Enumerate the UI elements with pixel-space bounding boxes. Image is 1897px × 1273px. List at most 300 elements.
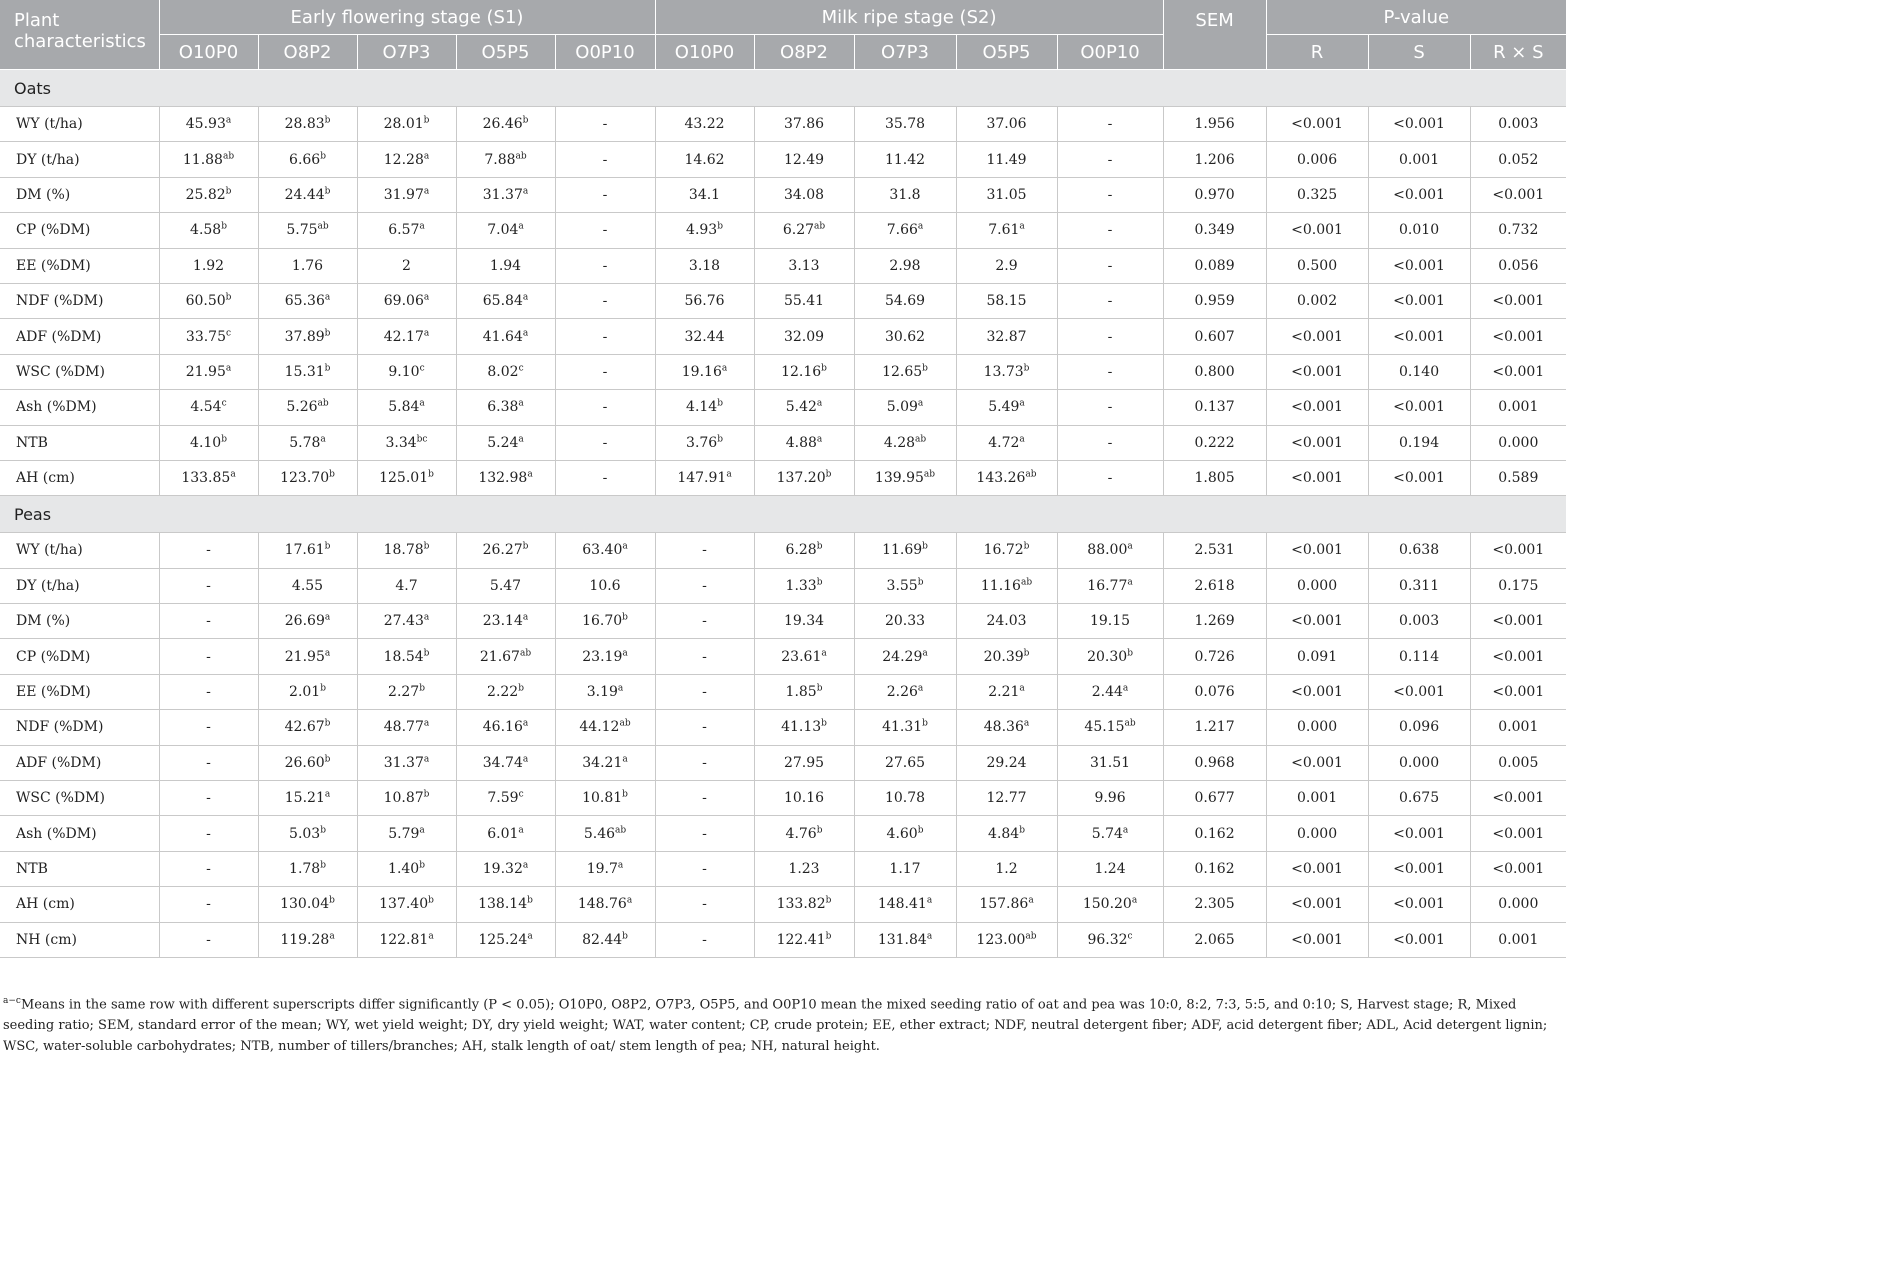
cell-pvalue: <0.001 — [1368, 319, 1470, 354]
cell-s2 — [655, 816, 754, 851]
cell-pvalue: <0.001 — [1368, 390, 1470, 425]
table-row — [0, 107, 1566, 142]
significance-superscript: b — [717, 434, 723, 445]
cell-value: 31.97 — [383, 186, 424, 203]
significance-superscript: b — [423, 648, 430, 658]
cell-value: 3.55 — [886, 577, 918, 594]
cell-value: 5.46 — [583, 825, 616, 842]
cell-value: 12.49 — [783, 151, 825, 168]
significance-superscript: a — [518, 398, 524, 409]
cell-value: 1.33 — [785, 577, 817, 594]
significance-superscript: b — [816, 541, 823, 552]
cell-pvalue: 0.732 — [1470, 213, 1566, 248]
cell-s2 — [754, 390, 854, 425]
cell-s2 — [754, 851, 854, 886]
cell-sem: 0.959 — [1163, 283, 1266, 318]
significance-superscript: b — [324, 363, 331, 374]
cell-s1 — [159, 283, 258, 318]
cell-s2 — [655, 604, 754, 639]
cell-s2 — [956, 177, 1057, 212]
cell-pvalue: <0.001 — [1470, 781, 1566, 816]
cell-pvalue: <0.001 — [1368, 887, 1470, 922]
cell-value: 11.16 — [980, 577, 1021, 594]
table-row — [0, 816, 1566, 851]
cell-s1 — [357, 283, 456, 318]
significance-superscript: b — [1019, 824, 1025, 835]
significance-superscript: b — [622, 789, 628, 800]
cell-value: 19.32 — [482, 861, 523, 877]
cell-s1 — [258, 887, 357, 922]
significance-superscript: b — [1127, 648, 1133, 658]
significance-superscript: a — [926, 895, 933, 906]
section-label: Oats — [0, 70, 1566, 107]
significance-superscript: ab — [1025, 931, 1037, 942]
significance-superscript: ab — [515, 150, 527, 161]
cell-s1 — [357, 248, 456, 283]
cell-value: 19.7 — [586, 861, 618, 877]
cell-pvalue: <0.001 — [1266, 674, 1368, 709]
cell-sem: 0.349 — [1163, 213, 1266, 248]
significance-superscript: b — [522, 115, 529, 126]
header-s2-ratio: O10P0 — [655, 35, 754, 70]
cell-s2 — [956, 816, 1057, 851]
cell-value: 32.09 — [783, 328, 825, 345]
cell-value: - — [602, 151, 608, 168]
header-s2-ratio: O7P3 — [854, 35, 956, 70]
cell-s1 — [555, 213, 655, 248]
header-pvalue-rxs: R × S — [1470, 35, 1566, 70]
cell-s2 — [655, 354, 754, 389]
cell-s2 — [1057, 142, 1163, 177]
significance-superscript: b — [527, 895, 533, 906]
cell-value: 5.75 — [286, 222, 318, 239]
cell-s2 — [1057, 533, 1163, 568]
cell-s1 — [456, 674, 555, 709]
row-label: WSC (%DM) — [0, 354, 159, 389]
cell-value: 54.69 — [884, 293, 926, 310]
row-label: DM (%) — [0, 604, 159, 639]
cell-value: 4.58 — [190, 222, 222, 239]
cell-s1 — [555, 390, 655, 425]
cell-value: 17.61 — [284, 542, 325, 559]
significance-superscript: a — [917, 398, 924, 409]
cell-value: 34.08 — [783, 186, 825, 203]
cell-pvalue: <0.001 — [1368, 922, 1470, 957]
table-header — [0, 0, 1566, 70]
section-row — [0, 70, 1566, 107]
cell-s1 — [159, 887, 258, 922]
cell-value: 9.96 — [1094, 790, 1126, 807]
cell-pvalue: <0.001 — [1368, 851, 1470, 886]
cell-s1 — [357, 851, 456, 886]
significance-superscript: a — [428, 931, 434, 942]
cell-value: 2.27 — [388, 684, 420, 701]
cell-s2 — [1057, 425, 1163, 460]
cell-s2 — [655, 533, 754, 568]
significance-superscript: b — [821, 363, 827, 374]
significance-superscript: a — [1127, 577, 1133, 588]
significance-superscript: c — [419, 363, 425, 374]
cell-value: 125.24 — [478, 931, 528, 948]
cell-s1 — [456, 213, 555, 248]
significance-superscript: b — [816, 824, 823, 835]
cell-pvalue: 0.194 — [1368, 425, 1470, 460]
cell-pvalue: <0.001 — [1266, 745, 1368, 780]
cell-s2 — [1057, 604, 1163, 639]
cell-value: - — [1107, 470, 1113, 487]
significance-superscript: a — [726, 469, 732, 480]
cell-pvalue: 0.000 — [1368, 745, 1470, 780]
cell-value: 10.87 — [383, 790, 424, 807]
cell-value: 2.44 — [1091, 684, 1123, 701]
table-row — [0, 781, 1566, 816]
significance-superscript: a — [423, 327, 430, 338]
significance-superscript: b — [816, 683, 823, 694]
cell-pvalue: <0.001 — [1368, 674, 1470, 709]
header-sem: SEM — [1163, 0, 1266, 70]
cell-pvalue: <0.001 — [1470, 674, 1566, 709]
cell-value: - — [702, 613, 707, 630]
cell-pvalue: 0.000 — [1470, 887, 1566, 922]
cell-value: - — [206, 684, 211, 701]
cell-s2 — [655, 248, 754, 283]
cell-value: 2.01 — [289, 684, 321, 701]
cell-s1 — [456, 745, 555, 780]
footnote-superscript: a−c — [3, 996, 21, 1006]
cell-s2 — [655, 851, 754, 886]
header-s2-ratio: O8P2 — [754, 35, 854, 70]
significance-superscript: b — [428, 895, 434, 906]
row-label: ADF (%DM) — [0, 745, 159, 780]
significance-superscript: ab — [317, 221, 329, 232]
table-row — [0, 354, 1566, 389]
significance-superscript: a — [324, 789, 331, 800]
cell-value: 5.47 — [489, 577, 522, 594]
cell-s2 — [956, 604, 1057, 639]
significance-superscript: b — [423, 115, 430, 126]
cell-s1 — [456, 604, 555, 639]
cell-s1 — [555, 745, 655, 780]
cell-value: 37.86 — [783, 116, 825, 133]
significance-superscript: b — [324, 327, 331, 338]
cell-s1 — [357, 710, 456, 745]
cell-pvalue: 0.638 — [1368, 533, 1470, 568]
table-row — [0, 390, 1566, 425]
row-label: NDF (%DM) — [0, 283, 159, 318]
cell-value: 123.00 — [976, 931, 1026, 948]
cell-s2 — [1057, 248, 1163, 283]
cell-value: 157.86 — [979, 896, 1029, 913]
significance-superscript: b — [1023, 541, 1030, 552]
cell-value: 28.01 — [383, 116, 424, 133]
cell-value: 147.91 — [677, 470, 727, 487]
cell-s2 — [754, 283, 854, 318]
cell-value: 7.88 — [484, 151, 516, 168]
significance-superscript: b — [324, 541, 331, 552]
significance-superscript: a — [821, 648, 827, 658]
cell-value: 143.26 — [976, 470, 1026, 487]
cell-s2 — [754, 639, 854, 674]
section-row — [0, 496, 1566, 533]
cell-s2 — [754, 816, 854, 851]
cell-s1 — [258, 107, 357, 142]
significance-superscript: b — [825, 931, 832, 942]
table-row — [0, 460, 1566, 495]
cell-s2 — [754, 533, 854, 568]
cell-pvalue: <0.001 — [1368, 177, 1470, 212]
cell-value: 5.78 — [289, 434, 321, 451]
cell-s2 — [754, 887, 854, 922]
cell-pvalue: 0.001 — [1470, 390, 1566, 425]
cell-s1 — [456, 283, 555, 318]
cell-value: 19.15 — [1089, 613, 1131, 630]
cell-s2 — [956, 710, 1057, 745]
cell-sem: 0.800 — [1163, 354, 1266, 389]
cell-value: 4.14 — [686, 399, 718, 416]
cell-pvalue: 0.311 — [1368, 568, 1470, 603]
cell-s2 — [1057, 781, 1163, 816]
cell-s2 — [1057, 710, 1163, 745]
cell-s1 — [555, 177, 655, 212]
cell-s1 — [258, 816, 357, 851]
cell-s2 — [854, 710, 956, 745]
cell-s2 — [655, 568, 754, 603]
cell-s2 — [754, 781, 854, 816]
cell-value: 27.65 — [884, 754, 926, 771]
cell-s2 — [854, 639, 956, 674]
cell-value: 34.21 — [582, 754, 623, 771]
cell-s1 — [555, 887, 655, 922]
significance-superscript: a — [622, 541, 628, 552]
cell-value: 131.84 — [877, 931, 927, 948]
cell-value: 3.13 — [788, 257, 820, 274]
cell-value: 5.84 — [388, 399, 420, 416]
row-label: NTB — [0, 851, 159, 886]
cell-value: 4.60 — [886, 825, 918, 842]
cell-value: 6.27 — [782, 222, 815, 239]
cell-value: 1.78 — [289, 861, 321, 877]
cell-s2 — [854, 390, 956, 425]
significance-superscript: b — [821, 718, 827, 729]
cell-value: - — [1107, 151, 1113, 168]
cell-pvalue: <0.001 — [1470, 283, 1566, 318]
significance-superscript: b — [1023, 648, 1030, 658]
cell-pvalue: <0.001 — [1368, 460, 1470, 495]
cell-value: 23.14 — [482, 613, 523, 630]
cell-s1 — [258, 674, 357, 709]
cell-s2 — [655, 425, 754, 460]
significance-superscript: c — [518, 363, 524, 374]
cell-s2 — [655, 745, 754, 780]
cell-sem: 2.618 — [1163, 568, 1266, 603]
significance-superscript: a — [816, 434, 823, 445]
table-row — [0, 319, 1566, 354]
significance-superscript: a — [1019, 221, 1025, 232]
significance-superscript: b — [622, 931, 628, 942]
significance-superscript: a — [926, 931, 933, 942]
cell-value: 30.62 — [884, 328, 926, 345]
cell-s1 — [159, 107, 258, 142]
significance-superscript: a — [626, 895, 633, 906]
cell-s1 — [357, 816, 456, 851]
significance-superscript: b — [221, 434, 227, 445]
cell-value: 65.84 — [482, 293, 523, 310]
row-label: NTB — [0, 425, 159, 460]
significance-superscript: b — [320, 683, 326, 694]
header-s1-ratio: O5P5 — [456, 35, 555, 70]
cell-value: - — [206, 542, 211, 559]
table-row — [0, 604, 1566, 639]
section-label: Peas — [0, 496, 1566, 533]
cell-value: 9.10 — [388, 363, 420, 380]
significance-superscript: ab — [1020, 577, 1033, 588]
cell-s2 — [754, 674, 854, 709]
significance-superscript: ab — [519, 648, 532, 658]
row-label: EE (%DM) — [0, 674, 159, 709]
cell-value: - — [206, 825, 211, 842]
cell-s1 — [456, 533, 555, 568]
cell-value: 13.73 — [983, 363, 1024, 380]
cell-s2 — [655, 781, 754, 816]
cell-s2 — [754, 177, 854, 212]
significance-superscript: a — [622, 648, 628, 658]
cell-pvalue: <0.001 — [1470, 354, 1566, 389]
cell-sem: 0.677 — [1163, 781, 1266, 816]
cell-value: 27.95 — [783, 754, 825, 771]
cell-pvalue: 0.006 — [1266, 142, 1368, 177]
significance-superscript: a — [816, 398, 823, 409]
cell-value: 3.76 — [686, 434, 718, 451]
cell-sem: 1.217 — [1163, 710, 1266, 745]
cell-value: 5.09 — [886, 399, 918, 416]
cell-value: 137.40 — [379, 896, 429, 913]
cell-pvalue: <0.001 — [1266, 887, 1368, 922]
cell-value: 48.36 — [983, 719, 1024, 736]
cell-s1 — [456, 425, 555, 460]
cell-s2 — [754, 319, 854, 354]
cell-value: 20.33 — [884, 613, 926, 630]
cell-pvalue: <0.001 — [1470, 533, 1566, 568]
cell-s2 — [1057, 887, 1163, 922]
cell-pvalue: 0.000 — [1266, 568, 1368, 603]
cell-s1 — [555, 922, 655, 957]
row-label: WY (t/ha) — [0, 533, 159, 568]
cell-value: 1.40 — [388, 861, 420, 877]
cell-pvalue: 0.325 — [1266, 177, 1368, 212]
cell-s2 — [1057, 922, 1163, 957]
cell-s1 — [357, 781, 456, 816]
cell-s1 — [357, 142, 456, 177]
row-label: WSC (%DM) — [0, 781, 159, 816]
significance-superscript: a — [324, 292, 331, 303]
cell-s2 — [854, 283, 956, 318]
cell-value: - — [702, 542, 707, 559]
cell-value: - — [1107, 363, 1113, 380]
cell-value: 132.98 — [478, 470, 528, 487]
cell-pvalue: 0.500 — [1266, 248, 1368, 283]
significance-superscript: b — [320, 150, 326, 161]
row-label: NH (cm) — [0, 922, 159, 957]
cell-value: 43.22 — [684, 116, 725, 133]
cell-value: 45.93 — [185, 116, 226, 133]
cell-s1 — [159, 533, 258, 568]
cell-value: 88.00 — [1087, 542, 1128, 559]
cell-s2 — [956, 781, 1057, 816]
cell-sem: 2.065 — [1163, 922, 1266, 957]
cell-s2 — [1057, 460, 1163, 495]
significance-superscript: a — [329, 931, 335, 942]
significance-superscript: b — [221, 221, 227, 232]
significance-superscript: b — [622, 612, 628, 623]
cell-value: 56.76 — [684, 293, 725, 310]
cell-value: 20.30 — [1087, 648, 1128, 665]
cell-value: 48.77 — [383, 719, 424, 736]
significance-superscript: c — [1127, 931, 1133, 942]
significance-superscript: a — [527, 469, 533, 480]
significance-superscript: ab — [317, 398, 329, 409]
significance-superscript: b — [324, 718, 331, 729]
cell-pvalue: 0.000 — [1266, 816, 1368, 851]
significance-superscript: a — [617, 683, 624, 694]
cell-s1 — [555, 354, 655, 389]
cell-s1 — [357, 107, 456, 142]
significance-superscript: a — [419, 221, 425, 232]
cell-sem: 1.805 — [1163, 460, 1266, 495]
cell-value: 96.32 — [1087, 931, 1128, 948]
footnote — [3, 991, 1563, 1057]
cell-value: - — [602, 328, 608, 345]
cell-s2 — [854, 922, 956, 957]
cell-s1 — [555, 283, 655, 318]
cell-value: 122.81 — [379, 931, 429, 948]
cell-value: 4.76 — [785, 825, 817, 842]
significance-superscript: a — [423, 718, 430, 729]
cell-value: - — [206, 719, 211, 736]
cell-value: 4.84 — [988, 825, 1020, 842]
significance-superscript: b — [825, 469, 832, 480]
cell-s1 — [159, 816, 258, 851]
cell-s2 — [956, 425, 1057, 460]
cell-value: - — [602, 363, 608, 380]
cell-s1 — [456, 710, 555, 745]
significance-superscript: a — [1122, 824, 1129, 835]
cell-value: - — [1107, 257, 1113, 274]
cell-s2 — [1057, 674, 1163, 709]
cell-s2 — [854, 107, 956, 142]
header-s1-ratio: O8P2 — [258, 35, 357, 70]
cell-pvalue: <0.001 — [1368, 107, 1470, 142]
cell-sem: 1.206 — [1163, 142, 1266, 177]
cell-value: 11.88 — [182, 151, 223, 168]
cell-pvalue: 0.001 — [1470, 710, 1566, 745]
cell-value: 55.41 — [783, 293, 825, 310]
cell-value: 69.06 — [383, 293, 424, 310]
cell-s1 — [357, 354, 456, 389]
cell-s2 — [1057, 283, 1163, 318]
cell-pvalue: <0.001 — [1266, 533, 1368, 568]
significance-superscript: b — [518, 683, 524, 694]
significance-superscript: a — [917, 221, 924, 232]
significance-superscript: b — [225, 186, 232, 197]
cell-s2 — [655, 177, 754, 212]
cell-value: - — [702, 896, 707, 913]
cell-s2 — [655, 319, 754, 354]
cell-value: 2.26 — [886, 684, 918, 701]
cell-s1 — [357, 390, 456, 425]
cell-s1 — [456, 177, 555, 212]
significance-superscript: a — [518, 824, 524, 835]
cell-pvalue: 0.003 — [1470, 107, 1566, 142]
